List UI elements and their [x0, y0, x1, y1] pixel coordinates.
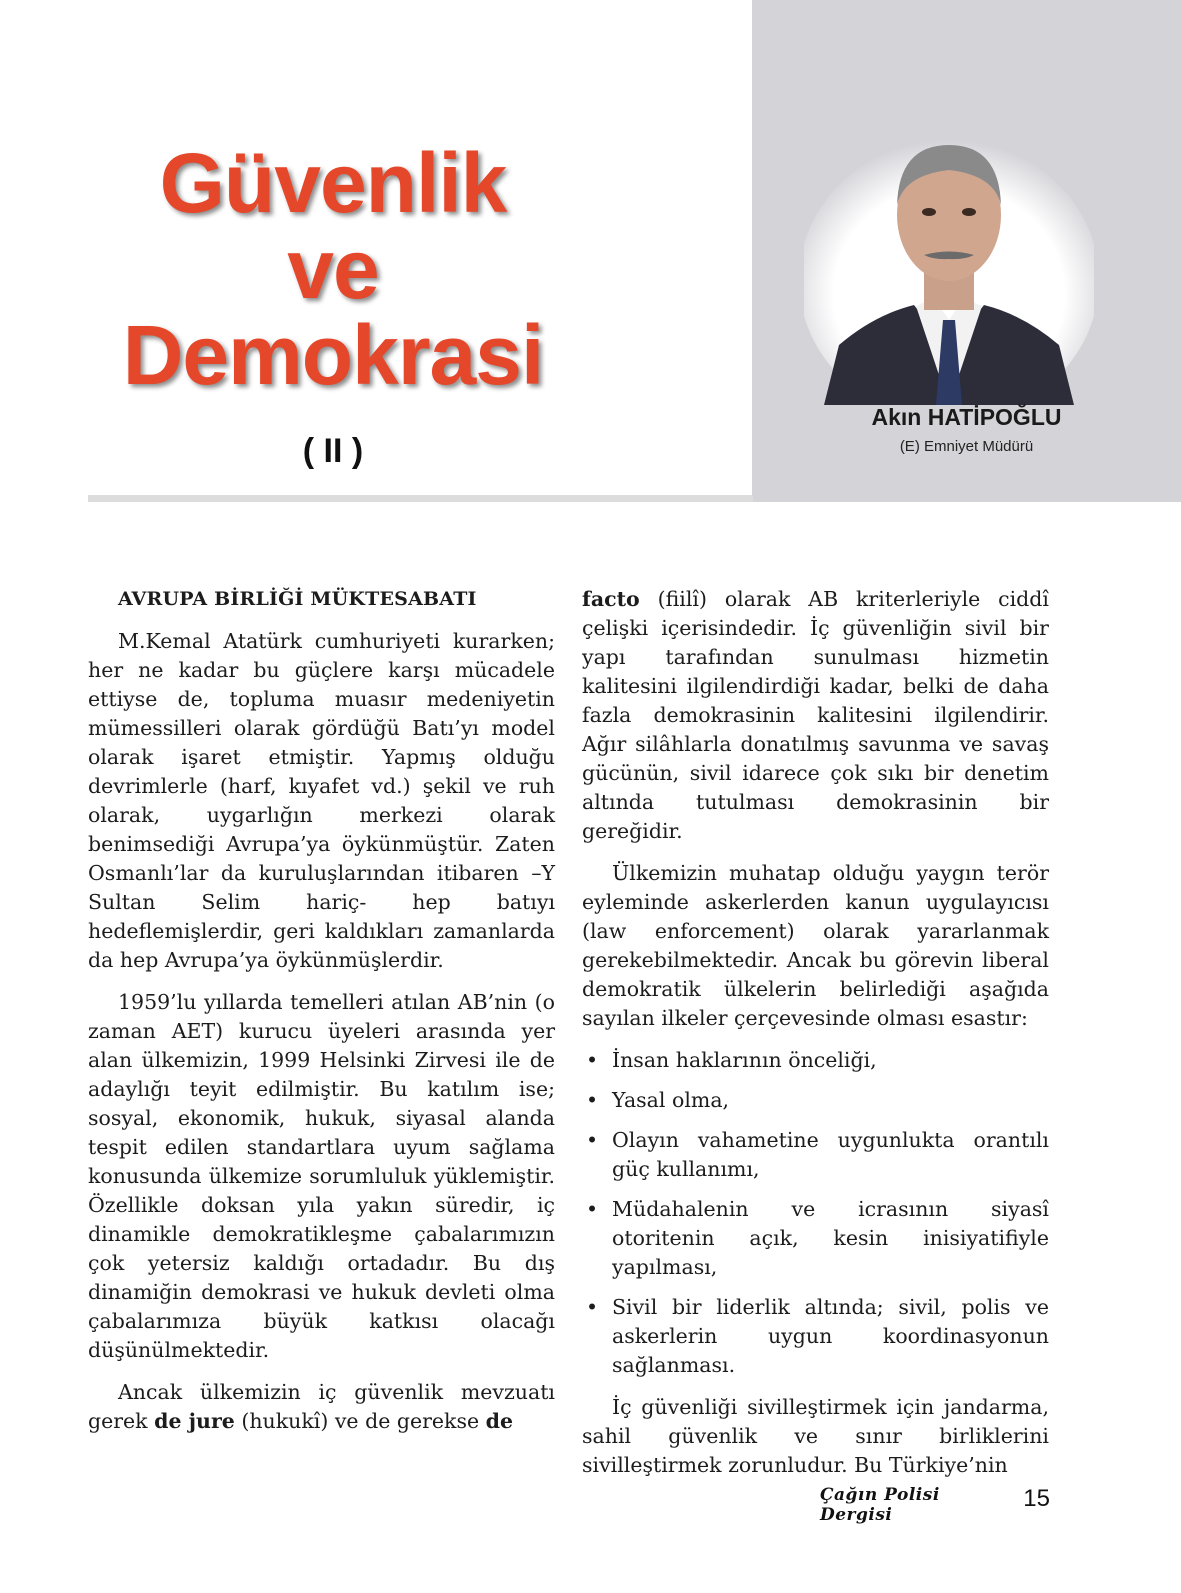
title-line-1: Güvenlik [159, 136, 507, 230]
bullet-icon: • [586, 1128, 599, 1152]
list-item-text: Müdahalenin ve icrasının siyasî otoritenin açık, kesin inisiyatifiyle yapılması, [612, 1197, 1049, 1279]
list-item-text: Sivil bir liderlik altında; sivil, polis ve askerlerin uygun koordinasyonun sağlanması. [612, 1295, 1049, 1377]
page-footer [820, 1485, 1050, 1525]
author-name: Akın HATİPOĞLU [871, 404, 1062, 430]
principles-list [582, 1046, 1049, 1380]
bullet-icon: • [586, 1197, 599, 1221]
paragraph: Ülkemizin muhatap olduğu yaygın terör eyleminde askerlerden kanun uygulayıcısı (law enforcement) olarak yararlanmak gerekebilmektedir. Ancak bu görevin liberal demokratik ülkelerin belirlediği aşağıda sayılan ilkeler çerçevesinde olması esastır: [582, 861, 1049, 1030]
bold-term: facto [582, 587, 640, 611]
list-item-text: Yasal olma, [612, 1088, 730, 1112]
bullet-icon: • [586, 1295, 599, 1319]
text-run: (hukukî) ve de gerekse [234, 1409, 486, 1433]
text-run: (fiilî) olarak AB kriterleriyle ciddî çelişki içerisindedir. İç güvenliğin sivil bir yapı tarafından sunulması hizmetin kalitesini ilgilendirdiği kadar, belki de daha fazla demokrasinin kalitesini ilgilendirir. Ağır silâhlarla donatılmış savunma ve savaş gücünün, sivil idarece çok sıkı bir denetim altında tutulması demokrasinin bir gereğidir. [582, 587, 1049, 843]
paragraph: İç güvenliği sivilleştirmek için jandarma, sahil güvenlik ve sınır birliklerini sivilleştirmek zorunludur. Bu Türkiye’nin [582, 1395, 1049, 1477]
author-role: (E) Emniyet Müdürü [899, 438, 1034, 455]
bullet-icon: • [586, 1048, 599, 1072]
author-portrait [804, 120, 1094, 405]
paragraph: M.Kemal Atatürk cumhuriyeti kurarken; her ne kadar bu güçlere karşı mücadele ettiyse de, topluma muasır medeniyetin mümessilleri olarak gördüğü Batı’yı model olarak işaret etmiştir. Yapmış olduğu devrimlerle (harf, kıyafet vd.) şekil ve ruh olarak, uygarlığın merkezi olarak benimsediği Avrupa’ya öykünmüştür. Zaten Osmanlı’lar da kuruluşlarından itibaren –Y Sultan Selim hariç- hep batıyı hedeflemişlerdir, geri kaldıkları zamanlarda da hep Avrupa’ya öykünmüşlerdir. [88, 629, 555, 972]
bold-term: de [485, 1409, 514, 1433]
paragraph: 1959’lu yıllarda temelleri atılan AB’nin (o zaman AET) kurucu üyeleri arasında yer alan ülkemizin, 1999 Helsinki Zirvesi ile de adaylığı teyit edilmiştir. Bu katılım ise; sosyal, ekonomik, hukuk, siyasal alanda tespit edilen standartlara uyum sağlama konusunda ülkemize sorumluluk yüklemiştir. Özellikle doksan yıla yakın süredir, iç dinamikle demokratikleşme çabalarımızın çok yetersiz kaldığı ortadadır. Bu dış dinamiğin demokrasi ve hukuk devleti olma çabalarımıza büyük katkısı olacağı düşünülmektedir. [88, 990, 555, 1362]
title-divider [88, 495, 753, 502]
right-column [582, 585, 1049, 1493]
author-panel [752, 0, 1181, 502]
part-number: ( II ) [302, 432, 364, 470]
list-item [582, 1126, 1049, 1184]
list-item [582, 1293, 1049, 1380]
left-column [88, 585, 555, 1449]
list-item [582, 1086, 1049, 1115]
paragraph [88, 1378, 555, 1436]
section-heading: AVRUPA BİRLİĞİ MÜKTESABATI [118, 588, 477, 610]
text-run: Ancak ülkemizin iç güvenlik mevzuatı gerek [88, 1380, 555, 1433]
paragraph [582, 585, 1049, 846]
bullet-icon: • [586, 1088, 599, 1112]
list-item-text: Olayın vahametine uygunlukta orantılı güç kullanımı, [612, 1128, 1049, 1181]
list-item [582, 1046, 1049, 1075]
bold-term: de jure [154, 1409, 235, 1433]
article-title [88, 136, 578, 402]
title-line-2: ve [287, 222, 379, 316]
list-item [582, 1195, 1049, 1282]
magazine-name: Çağın Polisi Dergisi [820, 1485, 940, 1525]
list-item-text: İnsan haklarının önceliği, [612, 1048, 877, 1072]
title-line-3: Demokrasi [122, 308, 544, 402]
page-number: 15 [1023, 1485, 1050, 1512]
